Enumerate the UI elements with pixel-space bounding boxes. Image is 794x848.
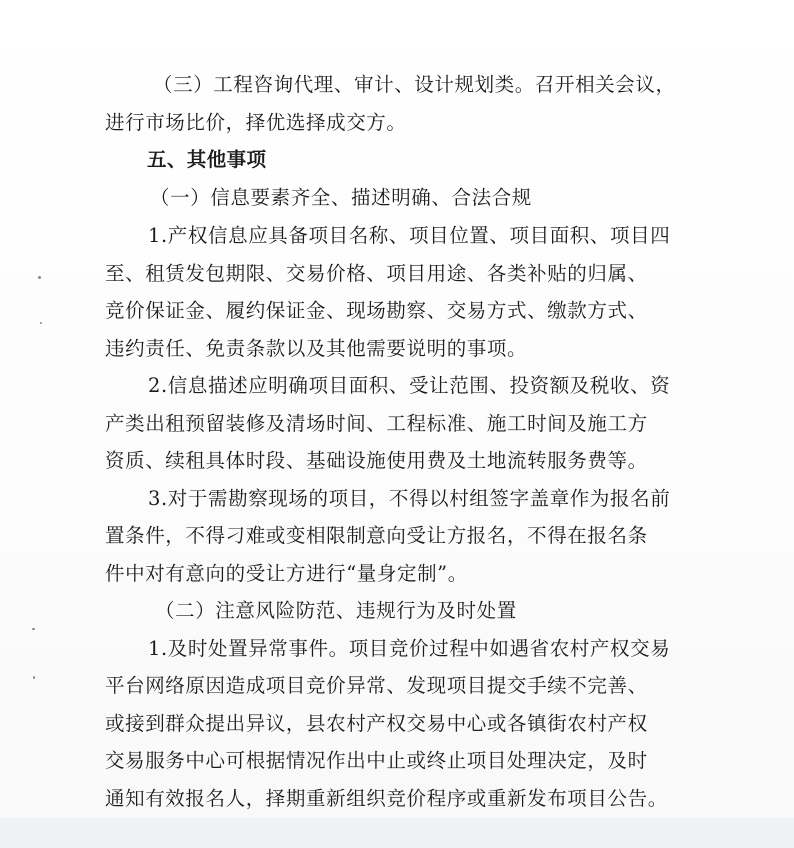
text-line-18: 或接到群众提出异议，县农村产权交易中心或各镇街农村产权 <box>105 712 648 735</box>
text-line-14: 件中对有意向的受让方进行“量身定制”。 <box>105 562 468 585</box>
text-line-17: 平台网络原因造成项目竞价异常、发现项目提交手续不完善、 <box>105 674 648 697</box>
subsection-heading-2: （二）注意风险防范、违规行为及时处置 <box>155 599 517 622</box>
text-line-8: 违约责任、免责条款以及其他需要说明的事项。 <box>105 337 528 360</box>
text-line-16: 1.及时处置异常事件。项目竞价过程中如遇省农村产权交易 <box>148 637 671 660</box>
text-line-9: 2.信息描述应明确项目面积、受让范围、投资额及税收、资 <box>148 374 671 397</box>
text-line-10: 产类出租预留装修及清场时间、工程标准、施工时间及施工方 <box>105 412 648 435</box>
text-line-20: 通知有效报名人，择期重新组织竞价程序或重新发布项目公告。 <box>105 787 668 810</box>
text-line-12: 3.对于需勘察现场的项目，不得以村组签字盖章作为报名前 <box>148 487 671 510</box>
text-line-6: 至、租赁发包期限、交易价格、项目用途、各类补贴的归属、 <box>105 262 648 285</box>
scan-speck <box>38 276 41 279</box>
text-line-19: 交易服务中心可根据情况作出中止或终止项目处理决定，及时 <box>105 749 648 772</box>
scan-speck <box>40 322 42 324</box>
text-line-7: 竞价保证金、履约保证金、现场勘察、交易方式、缴款方式、 <box>105 299 648 322</box>
text-line-2: 进行市场比价，择优选择成交方。 <box>105 111 407 134</box>
scan-speck <box>33 676 35 679</box>
text-line-11: 资质、续租具体时段、基础设施使用费及土地流转服务费等。 <box>105 449 648 472</box>
text-line-13: 置条件，不得刁难或变相限制意向受让方报名，不得在报名条 <box>105 524 648 547</box>
text-line-5: 1.产权信息应具备项目名称、项目位置、项目面积、项目四 <box>148 224 671 247</box>
text-line-1: （三）工程咨询代理、审计、设计规划类。召开相关会议， <box>153 73 676 96</box>
section-heading: 五、其他事项 <box>147 148 267 171</box>
subsection-heading-1: （一）信息要素齐全、描述明确、合法合规 <box>150 186 532 209</box>
bottom-margin-strip <box>0 818 794 848</box>
scan-speck <box>32 628 35 630</box>
